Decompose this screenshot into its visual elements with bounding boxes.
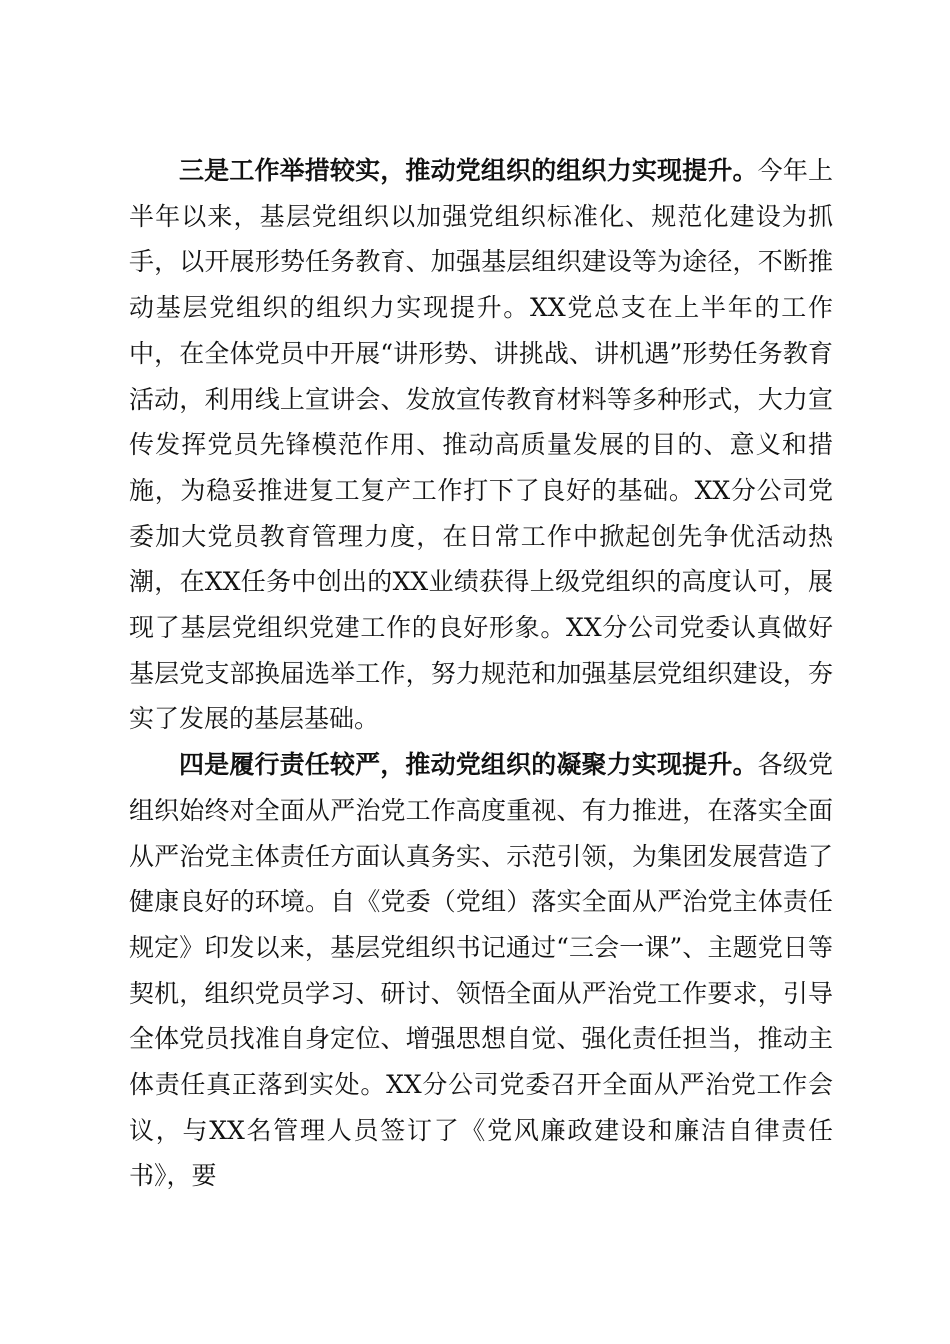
paragraph-cohesion [129,742,833,1199]
paragraph-body-text: 今年上半年以来，基层党组织以加强党组织标准化、规范化建设为抓手，以开展形势任务教育、加强基层组织建设等为途径，不断推动基层党组织的组织力实现提升。XX党总支在上半年的工作中，在全体党员中开展“讲形势、讲挑战、讲机遇”形势任务教育活动，利用线上宣讲会、发放宣传教育材料等多种形式，大力宣传发挥党员先锋模范作用、推动高质量发展的目的、意义和措施，为稳妥推进复工复产工作打下了良好的基础。XX分公司党委加大党员教育管理力度，在日常工作中掀起创先争优活动热潮，在XX任务中创出的XX业绩获得上级党组织的高度认可，展现了基层党组织党建工作的良好形象。XX分公司党委认真做好基层党支部换届选举工作，努力规范和加强基层党组织建设，夯实了发展的基层基础。 [129,156,833,734]
document-body [129,148,833,1199]
paragraph-lead-heading: 三是工作举措较实，推动党组织的组织力实现提升。 [179,156,758,185]
paragraph-organization-capacity [129,148,833,742]
paragraph-lead-heading: 四是履行责任较严，推动党组织的凝聚力实现提升。 [179,750,758,780]
paragraph-body-text: 各级党组织始终对全面从严治党工作高度重视、有力推进，在落实全面从严治党主体责任方面认真务实、示范引领，为集团发展营造了健康良好的环境。自《党委（党组）落实全面从严治党主体责任规定》印发以来，基层党组织书记通过“三会一课”、主题党日等契机，组织党员学习、研讨、领悟全面从严治党工作要求，引导全体党员找准自身定位、增强思想自觉、强化责任担当，推动主体责任真正落到实处。XX分公司党委召开全面从严治党工作会议，与XX名管理人员签订了《党风廉政建设和廉洁自律责任书》，要 [129,750,833,1191]
